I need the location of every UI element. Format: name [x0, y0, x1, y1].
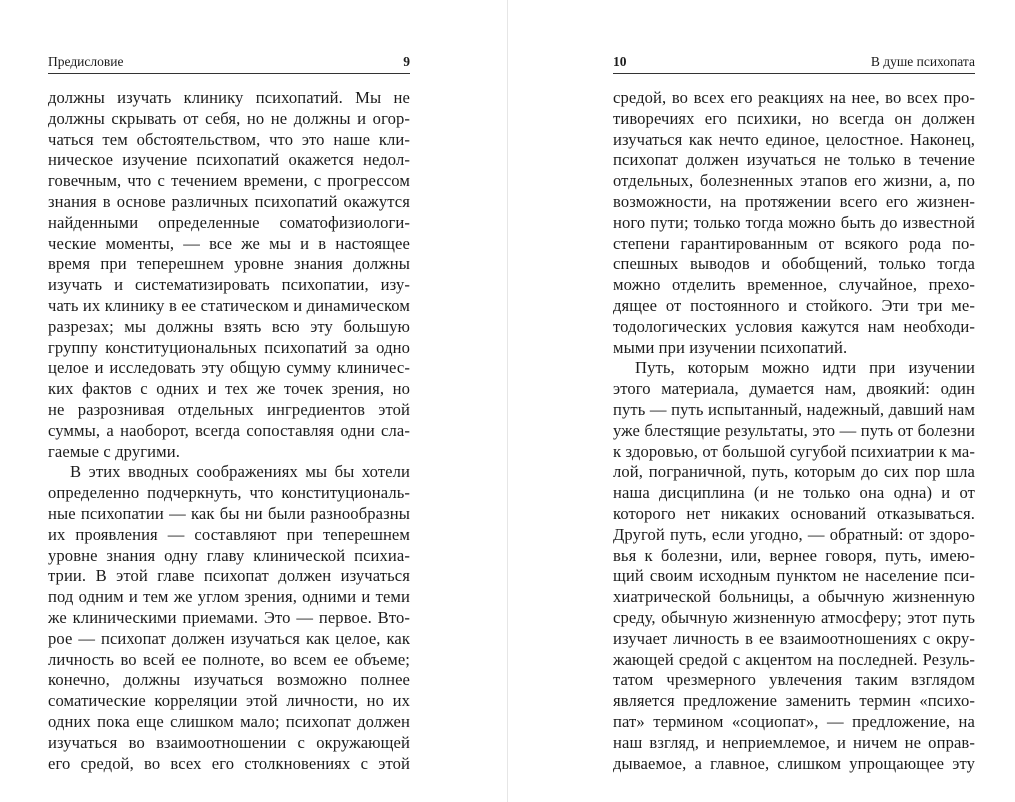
text-line: Другой путь, если угодно, — обратный: от здоро-	[613, 524, 975, 544]
text-line: его средой, во всех его столкновениях с этой	[48, 753, 410, 773]
text-line: ные психопатии — как бы ни были разнообразны	[48, 503, 410, 523]
text-line: уже блестящие результаты, это — путь от болезни	[613, 420, 975, 440]
text-line: под одним и тем же углом зрения, одними и теми	[48, 587, 410, 607]
text-line: возможности, на протяжении всего его жизнен-	[613, 191, 975, 211]
page-gutter	[507, 0, 508, 802]
text-line: вья к болезни, или, вернее говоря, путь, имею-	[613, 545, 975, 565]
text-line: гаемые с другими.	[48, 441, 180, 461]
text-line: дящее от постоянного и стойкого. Эти три ме-	[613, 295, 975, 315]
text-line: ких фактов с одних и тех же точек зрения, но	[48, 379, 410, 399]
running-head	[48, 53, 410, 74]
text-line: их проявления — составляют при теперешнем	[48, 524, 410, 544]
text-line: изучать и систематизировать психопатии, изу-	[48, 275, 410, 295]
text-line: мыми при изучении психопатий.	[613, 337, 848, 357]
page-number: 10	[613, 54, 627, 69]
text-line: найденными определенные соматофизиологи-	[48, 212, 410, 232]
running-head	[613, 53, 975, 74]
text-line: к здоровью, от большой сугубой психиатрии к ма-	[613, 441, 975, 461]
text-line: лой, пограничной, путь, которым до сих пор шла	[613, 462, 975, 482]
text-line: жающей средой с акцентом на последней. Резуль-	[613, 649, 975, 669]
text-line: путь — путь испытанный, надежный, давший нам	[613, 399, 975, 419]
text-line: тиворечиях его психики, но всегда он должен	[613, 108, 975, 128]
text-line: изучаться во взаимоотношении с окружающей	[48, 732, 410, 752]
text-line: одних пока еще слишком мало; психопат должен	[48, 711, 410, 731]
text-line: определенно подчеркнуть, что конституциональ-	[48, 483, 410, 503]
text-line: психопат должен изучаться не только в течение	[613, 150, 975, 170]
text-line: изучаться как нечто единое, целостное. Наконец,	[613, 129, 975, 149]
text-line: является предложение заменить термин «психо-	[613, 691, 975, 711]
text-line: дываемое, а главное, слишком упрощающее эту	[613, 753, 975, 773]
text-line: суммы, а наоборот, всегда сопоставляя одни сла-	[48, 420, 410, 440]
text-line: В этих вводных соображениях мы бы хотели	[70, 462, 410, 482]
text-line: группу конституциональных психопатий за одно	[48, 337, 410, 357]
text-line: разрезах; мы должны взять всю эту большую	[48, 316, 410, 336]
text-line: уровне знания одну главу клинической психиа-	[48, 545, 410, 565]
text-line: чаться тем обстоятельством, что это наше кли-	[48, 129, 410, 149]
running-title: В душе психопата	[870, 54, 975, 69]
text-line: не разрознивая отдельных ингредиентов этой	[48, 399, 410, 419]
text-line: Путь, которым можно идти при изучении	[635, 358, 975, 378]
text-line: наш взгляд, и неприемлемое, и ничем не оправ-	[613, 732, 975, 752]
text-line: соматические корреляции этой личности, но их	[48, 691, 410, 711]
text-line: татом чрезмерного увлечения таким взглядом	[613, 670, 975, 690]
text-line: тодологических условия кажутся нам необходи-	[613, 316, 975, 336]
text-line: пат» термином «социопат», — предложение, на	[613, 711, 975, 731]
text-line: спешных выводов и обобщений, только тогда	[613, 254, 975, 274]
text-line: чать их клинику в ее статическом и динамическом	[48, 295, 410, 315]
text-line: степени гарантированным от всякого рода по-	[613, 233, 975, 253]
text-line: конечно, должны изучаться возможно полнее	[48, 670, 410, 690]
body-text	[613, 88, 975, 774]
text-line: должны скрывать от себя, но не должны и огор-	[48, 108, 410, 128]
text-line: трии. В этой главе психопат должен изучаться	[48, 566, 410, 586]
text-line: рое — психопат должен изучаться как целое, как	[48, 628, 410, 648]
running-title: Предисловие	[48, 54, 124, 69]
text-line: должны изучать клинику психопатий. Мы не	[48, 88, 410, 107]
text-line: же клиническими приемами. Это — первое. Вто-	[48, 607, 410, 627]
text-line: изучает личность в ее взаимоотношениях с окру-	[613, 628, 975, 648]
text-line: отдельных, болезненных этапов его жизни, а, по	[613, 171, 975, 191]
text-line: средой, во всех его реакциях на нее, во всех про-	[613, 88, 975, 107]
text-line: время при теперешнем уровне знания должны	[48, 254, 410, 274]
text-line: хиатрической больницы, а обычную жизненную	[613, 587, 975, 607]
text-line: говечным, что с течением времени, с прогрессом	[48, 171, 410, 191]
text-line: ного пути; только тогда можно быть до известной	[613, 212, 975, 232]
text-line: можно отделить временное, случайное, прехо-	[613, 275, 975, 295]
text-line: ческие моменты, — все же мы и в настоящее	[48, 233, 410, 253]
text-line: щий своим исходным пунктом не население пси-	[613, 566, 975, 586]
text-line: которого нет никаких оснований отказываться.	[613, 503, 975, 523]
text-line: среду, обычную жизненную атмосферу; этот путь	[613, 607, 975, 627]
text-line: этого материала, думается нам, двоякий: один	[613, 379, 975, 399]
text-line: целое и исследовать эту общую сумму клиничес-	[48, 358, 410, 378]
body-text	[48, 88, 410, 774]
text-line: наша дисциплина (и не только она одна) и от	[613, 483, 975, 503]
right-page	[613, 0, 975, 802]
text-line: личность во всей ее полноте, во всем ее объеме;	[48, 649, 410, 669]
page-number: 9	[403, 54, 410, 69]
text-line: ническое изучение психопатий окажется недол-	[48, 150, 410, 170]
left-page	[48, 0, 410, 802]
text-line: знания в основе различных психопатий окажутся	[48, 191, 410, 211]
